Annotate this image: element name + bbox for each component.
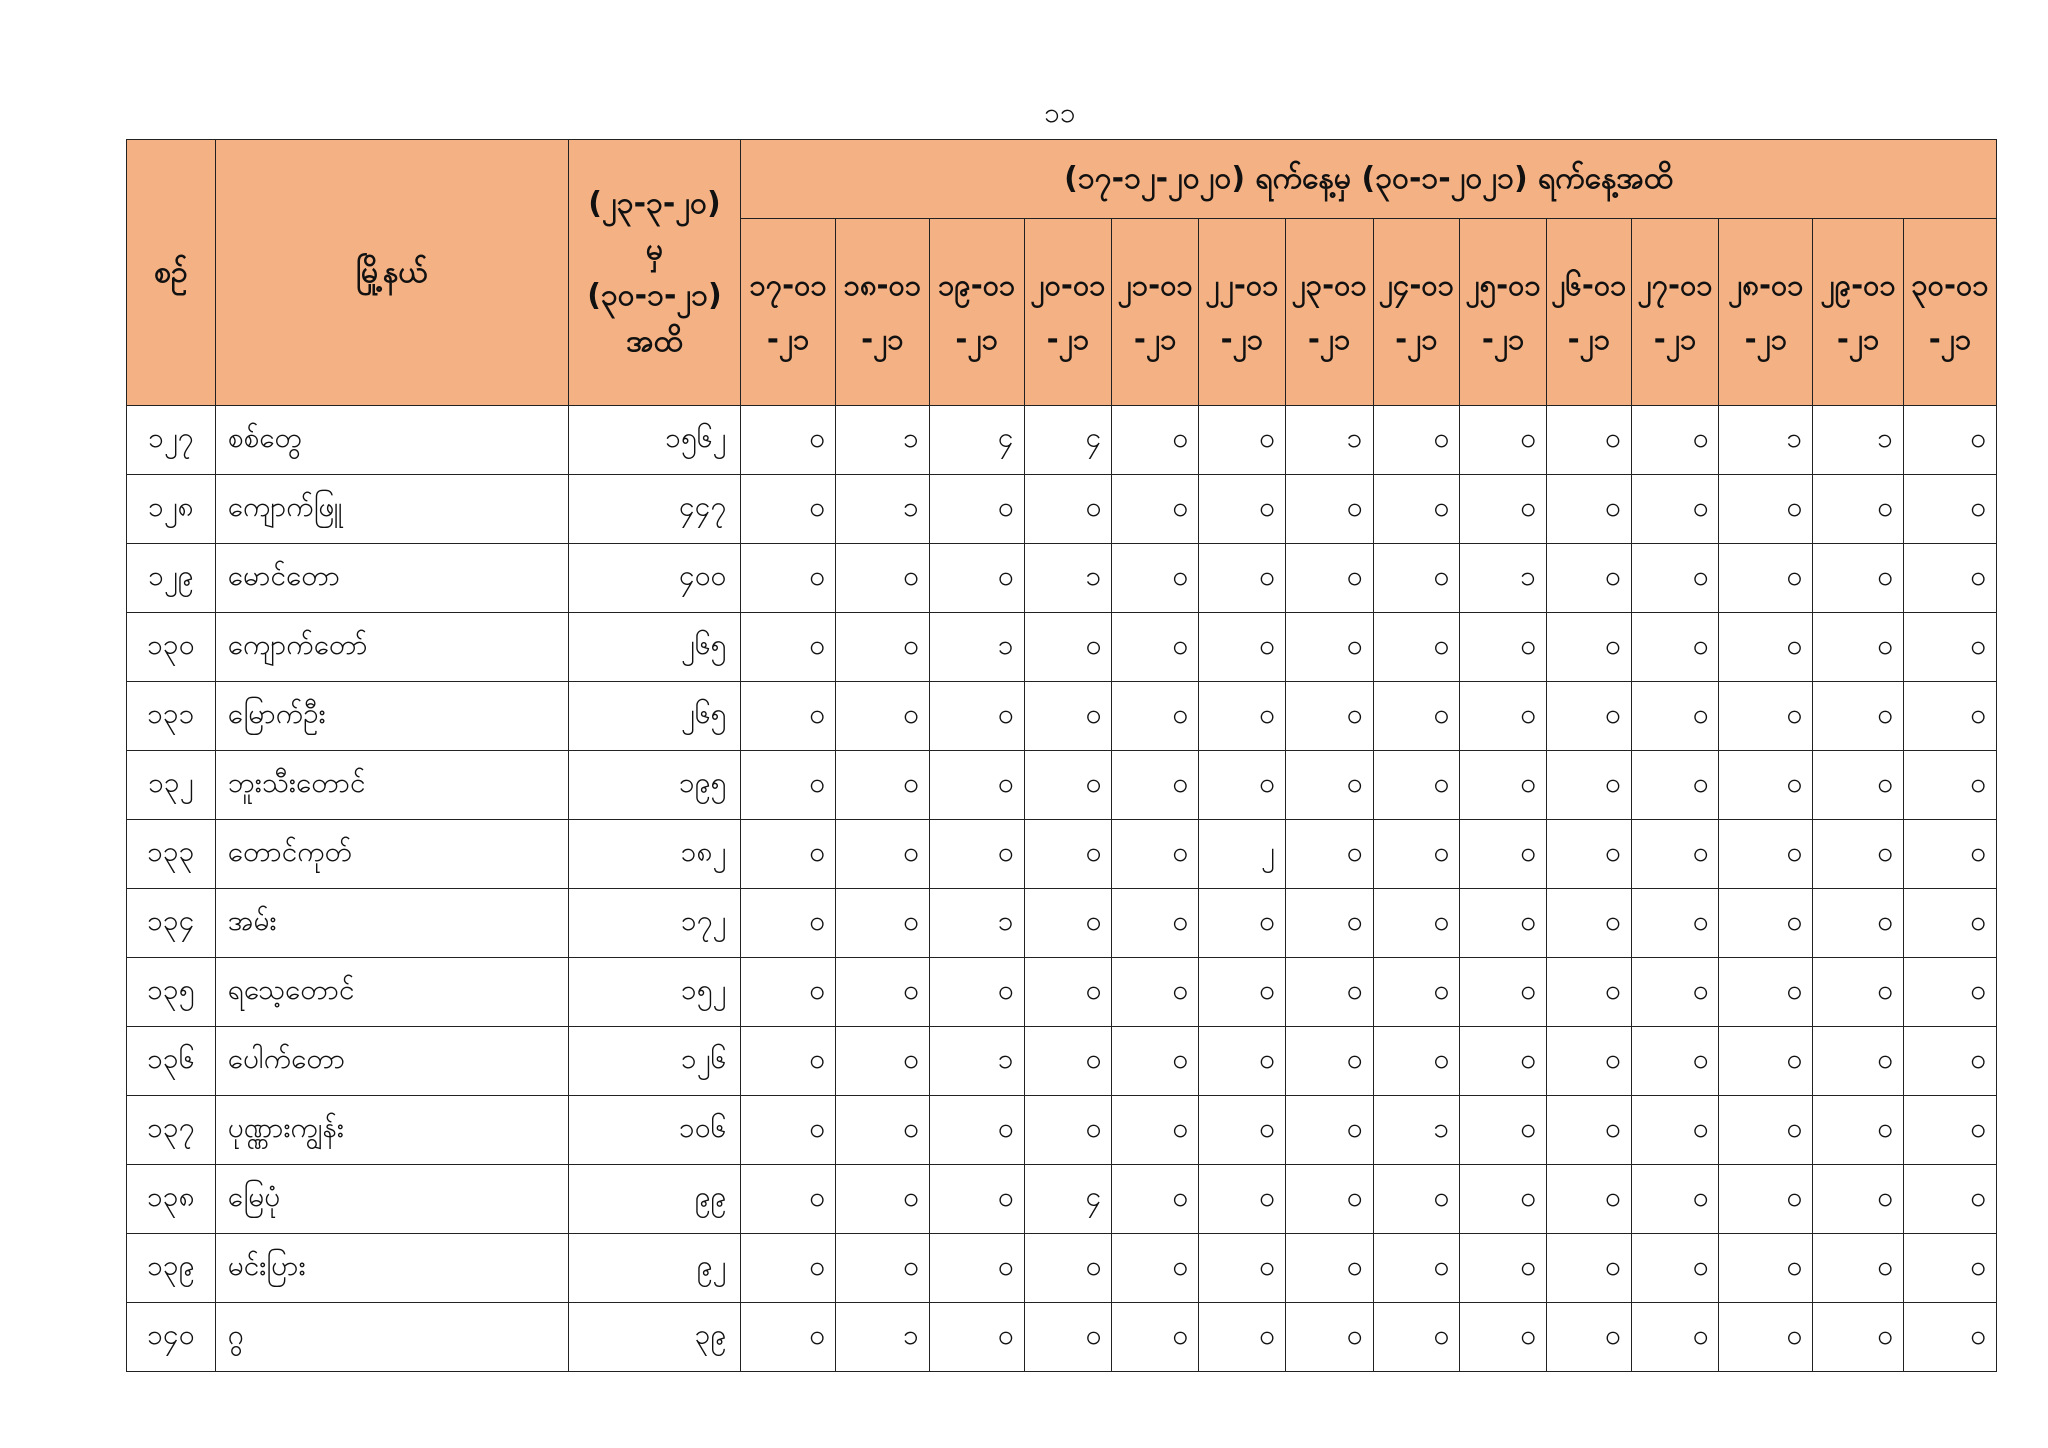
- table-header: [127, 140, 1997, 406]
- daily-count-cell: ၀: [1112, 1234, 1199, 1303]
- township-cell: ကျောက်တော်: [215, 613, 568, 682]
- cumulative-total-cell: ၄၄၇: [568, 475, 740, 544]
- daily-count-cell: ၀: [1719, 820, 1813, 889]
- daily-count-cell: ၀: [1719, 1303, 1813, 1372]
- daily-count-cell: ၀: [1631, 820, 1719, 889]
- township-cell: မင်းပြား: [215, 1234, 568, 1303]
- daily-count-cell: ၀: [1112, 1303, 1199, 1372]
- daily-count-cell: ၀: [1547, 475, 1632, 544]
- table-body: [127, 406, 1997, 1372]
- table-row: [127, 820, 1997, 889]
- daily-count-cell: ၀: [741, 1234, 836, 1303]
- daily-count-cell: ၀: [836, 889, 930, 958]
- daily-count-cell: ၀: [1547, 1234, 1632, 1303]
- table-row: [127, 958, 1997, 1027]
- daily-count-cell: ၀: [1285, 1303, 1373, 1372]
- daily-count-cell: ၀: [1631, 1165, 1719, 1234]
- daily-count-cell: ၀: [1719, 1096, 1813, 1165]
- serial-no-cell: ၁၃၉: [127, 1234, 216, 1303]
- daily-count-cell: ၀: [1547, 1096, 1632, 1165]
- daily-count-cell: ၀: [1285, 682, 1373, 751]
- daily-count-cell: ၀: [836, 613, 930, 682]
- daily-count-cell: ၀: [929, 544, 1024, 613]
- daily-count-cell: ၀: [1631, 613, 1719, 682]
- serial-no-cell: ၁၄၀: [127, 1303, 216, 1372]
- daily-count-cell: ၀: [1199, 613, 1286, 682]
- daily-count-cell: ၀: [741, 889, 836, 958]
- daily-count-cell: ၀: [1813, 820, 1904, 889]
- township-cell: ကျောက်ဖြူ: [215, 475, 568, 544]
- daily-count-cell: ၀: [1024, 1027, 1112, 1096]
- daily-count-cell: ၀: [1285, 1165, 1373, 1234]
- daily-count-cell: ၀: [1373, 1027, 1460, 1096]
- daily-count-cell: ၀: [1373, 751, 1460, 820]
- daily-count-cell: ၁: [1813, 406, 1904, 475]
- daily-count-cell: ၁: [1373, 1096, 1460, 1165]
- daily-count-cell: ၀: [1373, 1303, 1460, 1372]
- cumulative-total-cell: ၉၂: [568, 1234, 740, 1303]
- cumulative-total-cell: ၁၉၅: [568, 751, 740, 820]
- daily-count-cell: ၀: [1631, 1234, 1719, 1303]
- township-cell: ပုဏ္ဏားကျွန်း: [215, 1096, 568, 1165]
- daily-count-cell: ၀: [836, 958, 930, 1027]
- daily-count-cell: ၀: [836, 682, 930, 751]
- daily-count-cell: ၀: [1460, 475, 1547, 544]
- daily-count-cell: ၀: [741, 1303, 836, 1372]
- header-serial-no: စဉ်: [127, 140, 216, 406]
- header-date: ၂၉-၀၁-၂၁: [1813, 219, 1904, 406]
- daily-count-cell: ၀: [929, 1303, 1024, 1372]
- daily-count-cell: ၀: [1112, 1165, 1199, 1234]
- daily-count-cell: ၀: [1904, 1303, 1997, 1372]
- township-cell: တောင်ကုတ်: [215, 820, 568, 889]
- daily-count-cell: ၀: [836, 544, 930, 613]
- daily-count-cell: ၀: [1112, 682, 1199, 751]
- table-row: [127, 544, 1997, 613]
- daily-count-cell: ၀: [929, 1234, 1024, 1303]
- table-row: [127, 1096, 1997, 1165]
- daily-count-cell: ၀: [1719, 1027, 1813, 1096]
- daily-count-cell: ၀: [1547, 1027, 1632, 1096]
- daily-count-cell: ၀: [1024, 1096, 1112, 1165]
- table-row: [127, 1303, 1997, 1372]
- daily-count-cell: ၀: [1024, 613, 1112, 682]
- table-row: [127, 1234, 1997, 1303]
- daily-count-cell: ၀: [1813, 1096, 1904, 1165]
- daily-count-cell: ၀: [929, 1096, 1024, 1165]
- daily-count-cell: ၀: [1199, 889, 1286, 958]
- daily-count-cell: ၀: [741, 1096, 836, 1165]
- serial-no-cell: ၁၂၇: [127, 406, 216, 475]
- daily-count-cell: ၀: [1285, 1096, 1373, 1165]
- header-date: ၂၅-၀၁-၂၁: [1460, 219, 1547, 406]
- township-cell: ဘူးသီးတောင်: [215, 751, 568, 820]
- header-date: ၂၂-၀၁-၂၁: [1199, 219, 1286, 406]
- daily-count-cell: ၀: [1199, 751, 1286, 820]
- daily-count-cell: ၀: [1373, 1234, 1460, 1303]
- daily-count-cell: ၀: [1904, 958, 1997, 1027]
- daily-count-cell: ၀: [1112, 406, 1199, 475]
- daily-count-cell: ၀: [1460, 1096, 1547, 1165]
- daily-count-cell: ၀: [1373, 958, 1460, 1027]
- header-cumulative-total: (၂၃-၃-၂၀) မှ (၃၀-၁-၂၁) အထိ: [568, 140, 740, 406]
- daily-count-cell: ၀: [929, 1165, 1024, 1234]
- daily-count-cell: ၀: [741, 751, 836, 820]
- header-date: ၂၇-၀၁-၂၁: [1631, 219, 1719, 406]
- daily-count-cell: ၀: [929, 682, 1024, 751]
- daily-count-cell: ၀: [1631, 751, 1719, 820]
- daily-count-cell: ၀: [741, 958, 836, 1027]
- daily-count-cell: ၁: [836, 1303, 930, 1372]
- daily-count-cell: ၀: [1285, 613, 1373, 682]
- daily-count-cell: ၀: [1904, 475, 1997, 544]
- cumulative-total-cell: ၁၈၂: [568, 820, 740, 889]
- daily-count-cell: ၀: [741, 1165, 836, 1234]
- daily-count-cell: ၁: [1460, 544, 1547, 613]
- table-row: [127, 682, 1997, 751]
- table-row: [127, 751, 1997, 820]
- daily-count-cell: ၀: [1199, 1096, 1286, 1165]
- daily-count-cell: ၀: [1547, 1165, 1632, 1234]
- daily-count-cell: ၀: [1460, 682, 1547, 751]
- daily-count-cell: ၀: [1719, 613, 1813, 682]
- daily-count-cell: ၀: [836, 1096, 930, 1165]
- daily-count-cell: ၀: [1460, 820, 1547, 889]
- daily-count-cell: ၀: [1547, 751, 1632, 820]
- daily-count-cell: ၀: [1547, 1303, 1632, 1372]
- daily-count-cell: ၀: [1813, 1234, 1904, 1303]
- daily-count-cell: ၀: [1460, 406, 1547, 475]
- page-number: ၁၁: [1044, 96, 1076, 129]
- daily-count-cell: ၀: [1904, 613, 1997, 682]
- township-cell: အမ်း: [215, 889, 568, 958]
- daily-count-cell: ၀: [1719, 889, 1813, 958]
- cumulative-total-cell: ၃၉: [568, 1303, 740, 1372]
- cumulative-total-cell: ၁၅၂: [568, 958, 740, 1027]
- daily-count-cell: ၀: [1024, 751, 1112, 820]
- daily-count-cell: ၀: [1904, 1027, 1997, 1096]
- daily-count-cell: ၀: [1024, 889, 1112, 958]
- daily-count-cell: ၀: [1719, 544, 1813, 613]
- daily-count-cell: ၀: [1199, 1303, 1286, 1372]
- daily-count-cell: ၀: [1373, 544, 1460, 613]
- daily-count-cell: ၁: [836, 475, 930, 544]
- daily-count-cell: ၀: [1631, 475, 1719, 544]
- daily-count-cell: ၀: [1460, 889, 1547, 958]
- table-row: [127, 613, 1997, 682]
- daily-count-cell: ၀: [1547, 613, 1632, 682]
- daily-count-cell: ၀: [1631, 1027, 1719, 1096]
- cumulative-total-cell: ၁၇၂: [568, 889, 740, 958]
- table-row: [127, 1165, 1997, 1234]
- daily-count-cell: ၁: [929, 1027, 1024, 1096]
- cumulative-total-cell: ၁၅၆၂: [568, 406, 740, 475]
- township-cell: ရသေ့တောင်: [215, 958, 568, 1027]
- daily-count-cell: ၀: [1547, 406, 1632, 475]
- header-date: ၂၁-၀၁-၂၁: [1112, 219, 1199, 406]
- daily-count-cell: ၀: [1813, 613, 1904, 682]
- daily-count-cell: ၀: [1373, 406, 1460, 475]
- daily-count-cell: ၀: [1813, 544, 1904, 613]
- daily-count-cell: ၀: [1199, 682, 1286, 751]
- daily-count-cell: ၀: [1112, 1027, 1199, 1096]
- daily-count-cell: ၀: [1719, 682, 1813, 751]
- daily-count-cell: ၀: [1813, 751, 1904, 820]
- daily-count-cell: ၀: [1813, 1303, 1904, 1372]
- serial-no-cell: ၁၃၆: [127, 1027, 216, 1096]
- daily-count-cell: ၀: [1373, 475, 1460, 544]
- daily-count-cell: ၁: [1024, 544, 1112, 613]
- daily-count-cell: ၀: [1024, 682, 1112, 751]
- daily-count-cell: ၀: [836, 1165, 930, 1234]
- daily-count-cell: ၀: [929, 475, 1024, 544]
- daily-count-cell: ၀: [1547, 820, 1632, 889]
- table-row: [127, 475, 1997, 544]
- daily-count-cell: ၀: [1460, 958, 1547, 1027]
- serial-no-cell: ၁၃၃: [127, 820, 216, 889]
- serial-no-cell: ၁၂၉: [127, 544, 216, 613]
- daily-count-cell: ၀: [929, 820, 1024, 889]
- daily-count-cell: ၁: [929, 889, 1024, 958]
- daily-count-cell: ၀: [1547, 682, 1632, 751]
- daily-count-cell: ၀: [1285, 889, 1373, 958]
- header-date: ၁၉-၀၁-၂၁: [929, 219, 1024, 406]
- daily-count-cell: ၀: [1631, 889, 1719, 958]
- daily-count-cell: ၀: [1719, 1165, 1813, 1234]
- serial-no-cell: ၁၃၄: [127, 889, 216, 958]
- daily-count-cell: ၀: [1813, 475, 1904, 544]
- serial-no-cell: ၁၃၇: [127, 1096, 216, 1165]
- daily-count-cell: ၀: [1719, 1234, 1813, 1303]
- daily-count-cell: ၀: [1199, 958, 1286, 1027]
- daily-count-cell: ၀: [1112, 889, 1199, 958]
- daily-count-cell: ၀: [929, 751, 1024, 820]
- daily-count-cell: ၀: [741, 613, 836, 682]
- cumulative-total-cell: ၁၀၆: [568, 1096, 740, 1165]
- daily-count-cell: ၀: [1813, 958, 1904, 1027]
- daily-count-cell: ၀: [741, 544, 836, 613]
- header-date-range: (၁၇-၁၂-၂၀၂၀) ရက်နေ့မှ (၃၀-၁-၂၀၂၁) ရက်နေ့အထိ: [741, 140, 1997, 219]
- daily-count-cell: ၄: [1024, 1165, 1112, 1234]
- daily-count-cell: ၀: [836, 1234, 930, 1303]
- daily-count-cell: ၀: [1285, 751, 1373, 820]
- daily-count-cell: ၁: [1719, 406, 1813, 475]
- daily-count-cell: ၀: [836, 751, 930, 820]
- daily-count-cell: ၀: [1460, 1234, 1547, 1303]
- township-cell: မြောက်ဦး: [215, 682, 568, 751]
- daily-count-cell: ၀: [1904, 1234, 1997, 1303]
- daily-count-cell: ၀: [836, 1027, 930, 1096]
- daily-count-cell: ၀: [1719, 751, 1813, 820]
- daily-count-cell: ၀: [1024, 958, 1112, 1027]
- daily-count-cell: ၀: [1460, 1027, 1547, 1096]
- daily-count-cell: ၀: [1460, 1165, 1547, 1234]
- daily-count-cell: ၀: [836, 820, 930, 889]
- daily-count-cell: ၀: [1373, 889, 1460, 958]
- daily-count-cell: ၀: [1112, 613, 1199, 682]
- daily-count-cell: ၀: [1631, 1096, 1719, 1165]
- township-cell: မြေပုံ: [215, 1165, 568, 1234]
- daily-count-cell: ၀: [1112, 751, 1199, 820]
- daily-count-cell: ၀: [1285, 1234, 1373, 1303]
- daily-count-cell: ၀: [1112, 544, 1199, 613]
- cumulative-total-cell: ၉၉: [568, 1165, 740, 1234]
- daily-count-cell: ၀: [1631, 406, 1719, 475]
- daily-count-cell: ၀: [741, 1027, 836, 1096]
- daily-count-cell: ၀: [1813, 682, 1904, 751]
- daily-count-cell: ၀: [1547, 544, 1632, 613]
- header-date: ၂၄-၀၁-၂၁: [1373, 219, 1460, 406]
- daily-count-cell: ၀: [1813, 889, 1904, 958]
- daily-count-cell: ၀: [1547, 889, 1632, 958]
- daily-count-cell: ၀: [1199, 406, 1286, 475]
- cumulative-total-cell: ၄၀၀: [568, 544, 740, 613]
- serial-no-cell: ၁၃၀: [127, 613, 216, 682]
- daily-count-cell: ၀: [1547, 958, 1632, 1027]
- table-row: [127, 1027, 1997, 1096]
- daily-count-cell: ၀: [1199, 1165, 1286, 1234]
- daily-count-cell: ၁: [929, 613, 1024, 682]
- daily-count-cell: ၀: [1904, 751, 1997, 820]
- daily-count-cell: ၀: [1631, 1303, 1719, 1372]
- daily-count-cell: ၀: [1904, 820, 1997, 889]
- serial-no-cell: ၁၃၈: [127, 1165, 216, 1234]
- header-township: မြို့နယ်: [215, 140, 568, 406]
- township-cell: စစ်တွေ: [215, 406, 568, 475]
- daily-count-cell: ၀: [1904, 406, 1997, 475]
- daily-count-cell: ၀: [1285, 1027, 1373, 1096]
- daily-count-cell: ၁: [836, 406, 930, 475]
- daily-count-cell: ၀: [1904, 1165, 1997, 1234]
- serial-no-cell: ၁၂၈: [127, 475, 216, 544]
- daily-count-cell: ၀: [1631, 682, 1719, 751]
- header-date: ၃၀-၀၁-၂၁: [1904, 219, 1997, 406]
- township-cell: ပေါက်တော: [215, 1027, 568, 1096]
- cumulative-total-cell: ၁၂၆: [568, 1027, 740, 1096]
- daily-count-cell: ၀: [741, 475, 836, 544]
- daily-count-cell: ၀: [1199, 475, 1286, 544]
- covid-cases-table: [126, 139, 1997, 1372]
- daily-count-cell: ၀: [1285, 820, 1373, 889]
- table-row: [127, 889, 1997, 958]
- daily-count-cell: ၀: [929, 958, 1024, 1027]
- daily-count-cell: ၄: [929, 406, 1024, 475]
- daily-count-cell: ၀: [1112, 958, 1199, 1027]
- daily-count-cell: ၀: [1285, 958, 1373, 1027]
- township-cell: ဂွ: [215, 1303, 568, 1372]
- header-date: ၂၃-၀၁-၂၁: [1285, 219, 1373, 406]
- daily-count-cell: ၀: [1024, 1303, 1112, 1372]
- daily-count-cell: ၀: [1199, 1234, 1286, 1303]
- daily-count-cell: ၀: [741, 820, 836, 889]
- daily-count-cell: ၀: [1024, 820, 1112, 889]
- daily-count-cell: ၀: [1373, 1165, 1460, 1234]
- daily-count-cell: ၀: [1904, 889, 1997, 958]
- daily-count-cell: ၀: [1904, 682, 1997, 751]
- header-date: ၁၇-၀၁-၂၁: [741, 219, 836, 406]
- daily-count-cell: ၀: [1024, 475, 1112, 544]
- cumulative-total-cell: ၂၆၅: [568, 682, 740, 751]
- daily-count-cell: ၀: [1813, 1027, 1904, 1096]
- header-date: ၂၆-၀၁-၂၁: [1547, 219, 1632, 406]
- daily-count-cell: ၀: [741, 406, 836, 475]
- daily-count-cell: ၀: [1112, 475, 1199, 544]
- daily-count-cell: ၀: [1373, 613, 1460, 682]
- daily-count-cell: ၀: [1719, 958, 1813, 1027]
- serial-no-cell: ၁၃၂: [127, 751, 216, 820]
- daily-count-cell: ၀: [1373, 820, 1460, 889]
- daily-count-cell: ၀: [1460, 1303, 1547, 1372]
- serial-no-cell: ၁၃၁: [127, 682, 216, 751]
- serial-no-cell: ၁၃၅: [127, 958, 216, 1027]
- daily-count-cell: ၀: [1631, 958, 1719, 1027]
- daily-count-cell: ၁: [1285, 406, 1373, 475]
- daily-count-cell: ၀: [1112, 820, 1199, 889]
- daily-count-cell: ၀: [1719, 475, 1813, 544]
- daily-count-cell: ၀: [1373, 682, 1460, 751]
- daily-count-cell: ၀: [1285, 544, 1373, 613]
- daily-count-cell: ၀: [1112, 1096, 1199, 1165]
- daily-count-cell: ၀: [1460, 613, 1547, 682]
- daily-count-cell: ၀: [1199, 1027, 1286, 1096]
- header-date: ၁၈-၀၁-၂၁: [836, 219, 930, 406]
- daily-count-cell: ၀: [1285, 475, 1373, 544]
- table-row: [127, 406, 1997, 475]
- township-cell: မောင်တော: [215, 544, 568, 613]
- header-date: ၂၀-၀၁-၂၁: [1024, 219, 1112, 406]
- daily-count-cell: ၀: [1813, 1165, 1904, 1234]
- daily-count-cell: ၀: [1904, 544, 1997, 613]
- cumulative-total-cell: ၂၆၅: [568, 613, 740, 682]
- daily-count-cell: ၀: [1199, 544, 1286, 613]
- daily-count-cell: ၀: [1460, 751, 1547, 820]
- daily-count-cell: ၂: [1199, 820, 1286, 889]
- daily-count-cell: ၀: [1024, 1234, 1112, 1303]
- header-date: ၂၈-၀၁-၂၁: [1719, 219, 1813, 406]
- daily-count-cell: ၄: [1024, 406, 1112, 475]
- daily-count-cell: ၀: [741, 682, 836, 751]
- daily-count-cell: ၀: [1631, 544, 1719, 613]
- daily-count-cell: ၀: [1904, 1096, 1997, 1165]
